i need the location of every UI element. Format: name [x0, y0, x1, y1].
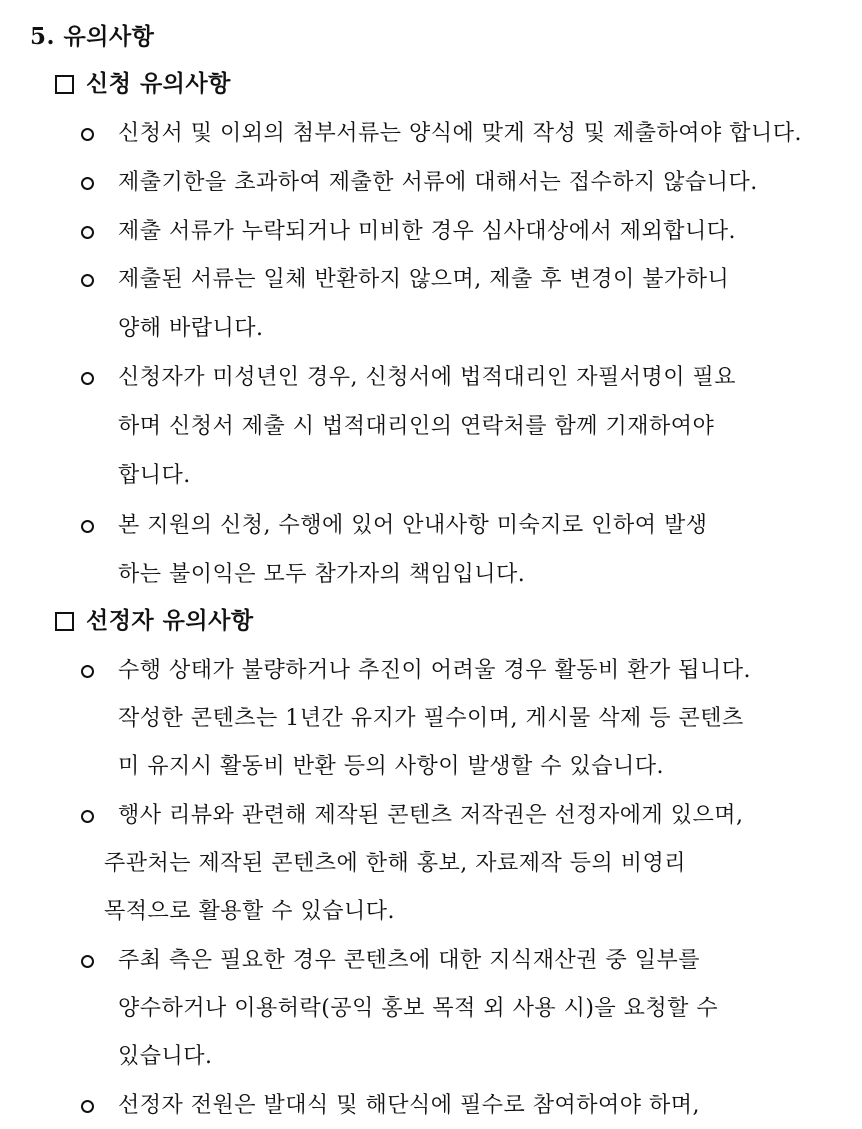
list-item-line: 있습니다.: [118, 1044, 213, 1069]
checkbox-square-icon: [55, 75, 74, 94]
list-item-line: 제출기한을 초과하여 제출한 서류에 대해서는 접수하지 않습니다.: [118, 170, 758, 195]
section-title: 5. 유의사항: [30, 23, 155, 50]
list-item-line: 하는 불이익은 모두 참가자의 책임입니다.: [118, 562, 526, 587]
list-item-line: 목적으로 활용할 수 있습니다.: [104, 899, 395, 924]
circle-bullet-icon: [81, 1100, 94, 1113]
list-item-line: 신청자가 미성년인 경우, 신청서에 법적대리인 자필서명이 필요: [118, 365, 737, 390]
circle-bullet-icon: [81, 128, 94, 141]
circle-bullet-icon: [81, 177, 94, 190]
circle-bullet-icon: [81, 520, 94, 533]
list-item-line: 양수하거나 이용허락(공익 홍보 목적 외 사용 시)을 요청할 수: [118, 996, 719, 1021]
list-item-line: 주관처는 제작된 콘텐츠에 한해 홍보, 자료제작 등의 비영리: [104, 851, 686, 876]
list-item-line: 양해 바랍니다.: [118, 316, 264, 341]
list-item-line: 미 유지시 활동비 반환 등의 사항이 발생할 수 있습니다.: [118, 754, 664, 779]
subsection-heading-selected: [55, 606, 254, 636]
list-item-line: 하며 신청서 제출 시 법적대리인의 연락처를 함께 기재하여야: [118, 414, 715, 439]
circle-bullet-icon: [81, 274, 94, 287]
circle-bullet-icon: [81, 372, 94, 385]
circle-bullet-icon: [81, 955, 94, 968]
circle-bullet-icon: [81, 226, 94, 239]
subsection-title: 신청 유의사항: [86, 70, 231, 97]
list-item-line: 행사 리뷰와 관련해 제작된 콘텐츠 저작권은 선정자에게 있으며,: [118, 803, 744, 828]
list-item-line: 본 지원의 신청, 수행에 있어 안내사항 미숙지로 인하여 발생: [118, 513, 708, 538]
circle-bullet-icon: [81, 810, 94, 823]
list-item-line: 제출된 서류는 일체 반환하지 않으며, 제출 후 변경이 불가하니: [118, 267, 730, 292]
checkbox-square-icon: [55, 612, 74, 631]
list-item-line: 합니다.: [118, 463, 191, 488]
list-item-line: 제출 서류가 누락되거나 미비한 경우 심사대상에서 제외합니다.: [118, 219, 737, 244]
list-item-line: 주최 측은 필요한 경우 콘텐츠에 대한 지식재산권 중 일부를: [118, 948, 700, 973]
subsection-title: 선정자 유의사항: [86, 607, 254, 634]
circle-bullet-icon: [81, 665, 94, 678]
list-item-line: 선정자 전원은 발대식 및 해단식에 필수로 참여하여야 하며,: [118, 1093, 700, 1118]
list-item-line: 작성한 콘텐츠는 1년간 유지가 필수이며, 게시물 삭제 등 콘텐츠: [118, 706, 744, 731]
subsection-heading-application: [55, 69, 231, 99]
list-item-line: 수행 상태가 불량하거나 추진이 어려울 경우 활동비 환가 됩니다.: [118, 658, 751, 683]
list-item-line: 신청서 및 이외의 첨부서류는 양식에 맞게 작성 및 제출하여야 합니다.: [118, 121, 802, 146]
